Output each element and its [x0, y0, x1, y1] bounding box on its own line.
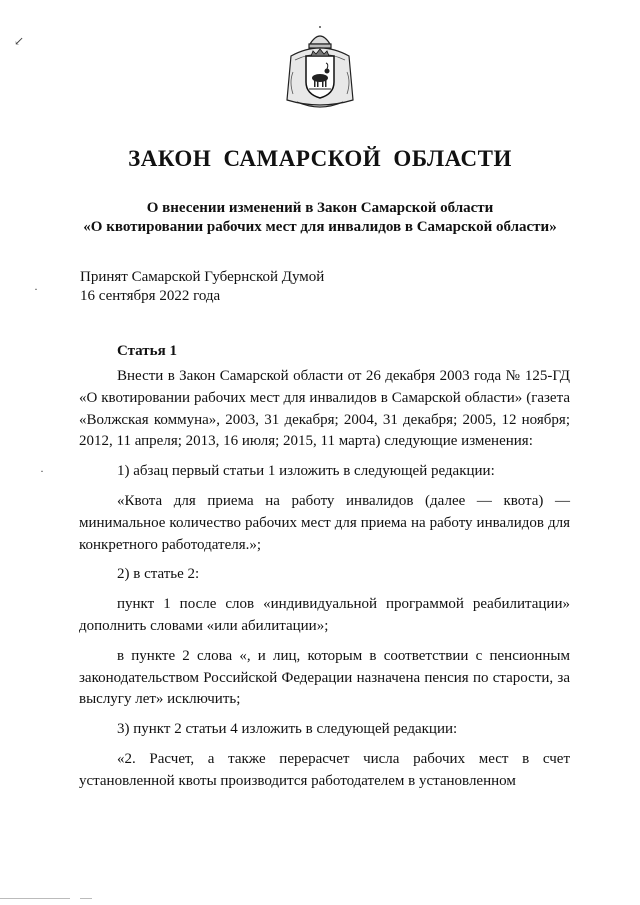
paragraph: 1) абзац первый статьи 1 изложить в следующей редакции: [117, 463, 495, 480]
scan-line-bottom [80, 898, 92, 899]
coat-of-arms-emblem [283, 26, 357, 110]
scan-dot: · [34, 282, 38, 296]
paragraph: в пункте 2 слова «, и лиц, которым в соответствии с пенсионным законодательством Российской Федерации назначена пенсия по старости, за выслугу лет» исключить; [79, 647, 570, 708]
adopted-by: Принят Самарской Губернской Думой [80, 269, 325, 285]
scan-mark-top-left: ↙ [14, 34, 25, 48]
article-body [79, 366, 570, 801]
paragraph: пункт 1 после слов «индивидуальной программой реабилитации» дополнить словами «или абилитации»; [79, 596, 570, 634]
law-title: ЗАКОН САМАРСКОЙ ОБЛАСТИ [128, 146, 512, 171]
article-heading: Статья 1 [117, 343, 177, 359]
paragraph: «Квота для приема на работу инвалидов (далее — квота) — минимальное количество рабочих мест для приема на работу инвалидов для конкретного работодателя.»; [79, 492, 570, 553]
crown-icon [309, 26, 331, 48]
scan-dot: · [40, 464, 44, 478]
paragraph: «2. Расчет, а также перерасчет числа рабочих мест в счет установленной квоты производится работодателем в установленном [79, 750, 570, 789]
adoption-date: 16 сентября 2022 года [80, 288, 221, 304]
subtitle-line: О внесении изменений в Закон Самарской области [146, 200, 494, 216]
paragraph: 3) пункт 2 статьи 4 изложить в следующей редакции: [117, 721, 458, 738]
adoption-info [80, 268, 324, 306]
scan-line-bottom [0, 898, 70, 899]
subtitle-line: «О квотировании рабочих мест для инвалидов в Самарской области» [83, 219, 557, 235]
paragraph: 2) в статье 2: [117, 566, 200, 583]
paragraph: Внести в Закон Самарской области от 26 декабря 2003 года № 125-ГД «О квотировании рабочих мест для инвалидов в Самарской области» (газета «Волжская коммуна», 2003, 31 декабря; 2004, 31 декабря; 2005, 12 ноября; 2012, 11 апреля; 2013, 16 июля; 2015, 11 марта) следующие изменения: [79, 368, 570, 450]
law-subtitle [0, 199, 640, 237]
